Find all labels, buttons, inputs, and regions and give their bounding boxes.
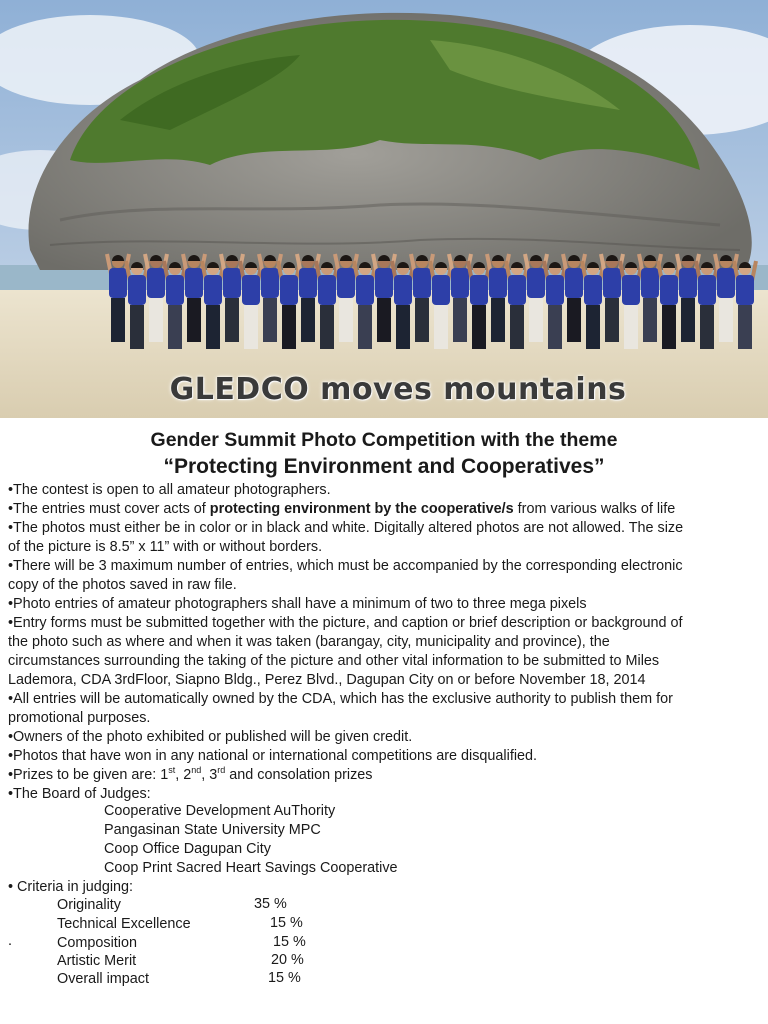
rule-text: , 3 [201,767,218,783]
person-legs [738,305,752,349]
rule-entry-forms-cont: circumstances surrounding the taking of the picture and other vital information to be submitted to Miles [8,653,660,669]
person-shirt [451,268,469,298]
person-shirt [565,268,583,298]
person-legs [510,305,524,349]
person-shirt [128,275,146,305]
person-legs [206,305,220,349]
person-legs [681,298,695,342]
person-shirt [603,268,621,298]
person-shirt [394,275,412,305]
person-legs [320,305,334,349]
person-legs [700,305,714,349]
person-legs [149,298,163,342]
person-shirt [337,268,355,298]
person-legs [415,298,429,342]
page-theme: “Protecting Environment and Cooperatives” [163,455,605,478]
person-shirt [432,275,450,305]
person-legs [586,305,600,349]
ordinal-suffix: st [168,765,176,776]
person-legs [624,305,638,349]
person-shirt [641,268,659,298]
person-legs [605,298,619,342]
person-shirt [109,268,127,298]
person-legs [187,298,201,342]
person-shirt [280,275,298,305]
person-shirt [717,268,735,298]
person-shirt [584,275,602,305]
person-legs [377,298,391,342]
page-title: Gender Summit Photo Competition with the theme [150,429,618,451]
person-legs [472,305,486,349]
criterion-percent: 35 % [254,896,287,912]
person-legs [662,305,676,349]
person-shirt [204,275,222,305]
criteria-heading: • Criteria in judging: [8,879,134,895]
rule-text: •Prizes to be given are: 1 [8,767,169,783]
person-legs [358,305,372,349]
criterion-name: Technical Excellence [57,916,191,932]
ordinal-suffix: rd [217,765,226,776]
person-legs [263,298,277,342]
person-shirt [546,275,564,305]
criterion-percent: 15 % [270,915,303,931]
rule-text: and consolation prizes [225,767,373,783]
rule-entry-forms-cont: the photo such as where and when it was taken (barangay, city, municipality and province), the [8,634,610,650]
ordinal-suffix: nd [191,765,202,776]
person-legs [719,298,733,342]
person-legs [548,305,562,349]
photo-banner: GLEDCO moves mountains [169,372,627,407]
criterion-name: Composition [57,935,137,951]
competition-rules-document [0,418,768,1024]
person-legs [130,305,144,349]
person-shirt [356,275,374,305]
rule-text: from various walks of life [513,501,676,517]
judge-item: Cooperative Development AuThority [104,803,336,819]
person-legs [111,298,125,342]
criterion-name: Overall impact [57,971,149,987]
person-legs [529,298,543,342]
person-legs [434,305,448,349]
person-shirt [413,268,431,298]
person-shirt [508,275,526,305]
rule-entry-forms: •Entry forms must be submitted together with the picture, and caption or brief description or background of [8,615,683,631]
judge-item: Coop Office Dagupan City [104,841,271,857]
criterion-name: Artistic Merit [57,953,137,969]
person-legs [453,298,467,342]
person-legs [491,298,505,342]
photo-illustration [0,0,768,418]
rule-text: •The entries must cover acts of [8,501,210,517]
person-legs [244,305,258,349]
rule-entry-forms-cont: Lademora, CDA 3rdFloor, Siapno Bldg., Perez Blvd., Dagupan City on or before November 18, 2014 [8,672,646,688]
person-shirt [622,275,640,305]
group-photo [0,0,768,418]
stray-mark: . [8,933,12,949]
rule-megapixels: •Photo entries of amateur photographers shall have a minimum of two to three mega pixels [8,596,587,612]
rule-photo-format: •The photos must either be in color or in black and white. Digitally altered photos are not allowed. The size [8,520,684,536]
person-shirt [470,275,488,305]
rule-photo-format-cont: of the picture is 8.5” x 11” with or without borders. [8,539,323,555]
person-shirt [736,275,754,305]
person-legs [225,298,239,342]
person-shirt [660,275,678,305]
judge-item: Pangasinan State University MPC [104,822,321,838]
rule-emphasis: protecting environment by the cooperative/s [209,501,514,517]
person-legs [168,305,182,349]
criterion-name: Originality [57,897,121,913]
rule-max-entries: •There will be 3 maximum number of entries, which must be accompanied by the corresponding electronic [8,558,683,574]
person-shirt [299,268,317,298]
rule-max-entries-cont: copy of the photos saved in raw file. [8,577,237,593]
judges-heading: •The Board of Judges: [8,786,151,802]
judge-item: Coop Print Sacred Heart Savings Cooperative [104,860,398,876]
rule-ownership-cont: promotional purposes. [8,710,151,726]
person-legs [567,298,581,342]
person-shirt [147,268,165,298]
rule-disqualified: •Photos that have won in any national or international competitions are disqualified. [8,748,538,764]
person-shirt [223,268,241,298]
rule-credit: •Owners of the photo exhibited or published will be given credit. [8,729,413,745]
person-legs [643,298,657,342]
rule-entries-scope [8,500,675,519]
person-shirt [679,268,697,298]
person-legs [301,298,315,342]
person-legs [282,305,296,349]
person-shirt [261,268,279,298]
criterion-percent: 15 % [273,934,306,950]
rule-prizes [8,766,372,785]
criterion-percent: 20 % [271,952,304,968]
person-legs [339,298,353,342]
person-shirt [698,275,716,305]
rule-open-to-amateurs: •The contest is open to all amateur photographers. [8,482,331,498]
criterion-percent: 15 % [268,970,301,986]
rule-text: , 2 [175,767,192,783]
person-shirt [375,268,393,298]
rule-ownership: •All entries will be automatically owned by the CDA, which has the exclusive authority to publish them for [8,691,673,707]
person-shirt [166,275,184,305]
person-shirt [527,268,545,298]
person-shirt [185,268,203,298]
person-shirt [489,268,507,298]
person-legs [396,305,410,349]
person-shirt [318,275,336,305]
person-shirt [242,275,260,305]
